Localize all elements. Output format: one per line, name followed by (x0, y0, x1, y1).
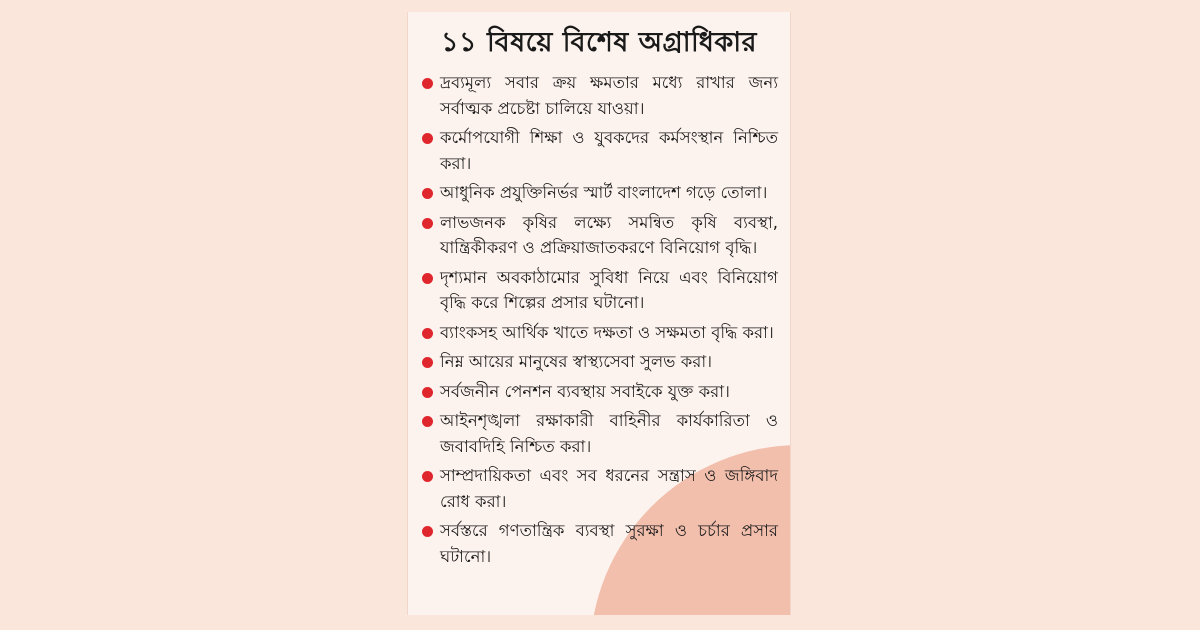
bullet-icon (422, 218, 433, 229)
bullet-icon (422, 357, 433, 368)
list-item (422, 408, 778, 459)
list-item (422, 349, 778, 375)
list-item (422, 70, 778, 121)
list-item (422, 125, 778, 176)
list-item-text: সর্বজনীন পেনশন ব্যবস্থায় সবাইকে যুক্ত করা। (440, 381, 730, 401)
bullet-icon (422, 188, 433, 199)
bullet-icon (422, 328, 433, 339)
list-item-text: আইনশৃঙ্খলা রক্ষাকারী বাহিনীর কার্যকারিতা ও জবাবদিহি নিশ্চিত করা। (440, 411, 778, 456)
list-item (422, 379, 778, 405)
bullet-icon (422, 273, 433, 284)
list-item-text: আধুনিক প্রযুক্তিনির্ভর স্মার্ট বাংলাদেশ গড়ে তোলা। (440, 183, 768, 202)
list-item-text: নিম্ন আয়ের মানুষের স্বাস্থ্যসেবা সুলভ করা। (440, 352, 713, 371)
priority-card (407, 12, 791, 615)
bullet-icon (422, 133, 433, 144)
priority-list (408, 70, 790, 569)
bullet-icon (422, 78, 433, 89)
list-item-text: সাম্প্রদায়িকতা এবং সব ধরনের সন্ত্রাস ও জঙ্গিবাদ রোধ করা। (440, 466, 778, 511)
list-item (422, 180, 778, 206)
list-item (422, 210, 778, 261)
bullet-icon (422, 471, 433, 482)
list-item-text: লাভজনক কৃষির লক্ষ্যে সমন্বিত কৃষি ব্যবস্থা, যান্ত্রিকীকরণ ও প্রক্রিয়াজাতকরণে বিনিয়োগ বৃদ্ধি। (440, 212, 778, 257)
bullet-icon (422, 526, 433, 537)
bullet-icon (422, 416, 433, 427)
card-title: ১১ বিষয়ে বিশেষ অগ্রাধিকার (441, 27, 757, 58)
bullet-icon (422, 387, 433, 398)
list-item (422, 320, 778, 346)
list-item (422, 518, 778, 569)
list-item-text: সর্বস্তরে গণতান্ত্রিক ব্যবস্থা সুরক্ষা ও চর্চার প্রসার ঘটানো। (440, 521, 778, 566)
list-item-text: ব্যাংকসহ আর্থিক খাতে দক্ষতা ও সক্ষমতা বৃদ্ধি করা। (440, 322, 774, 342)
list-item (422, 265, 778, 316)
list-item-text: দৃশ্যমান অবকাঠামোর সুবিধা নিয়ে এবং বিনিয়োগ বৃদ্ধি করে শিল্পের প্রসার ঘটানো। (440, 267, 778, 312)
list-item-text: কর্মোপযোগী শিক্ষা ও যুবকদের কর্মসংস্থান নিশ্চিত করা। (440, 128, 778, 173)
list-item-text: দ্রব্যমূল্য সবার ক্রয় ক্ষমতার মধ্যে রাখার জন্য সর্বাত্মক প্রচেষ্টা চালিয়ে যাওয়া। (440, 73, 778, 118)
list-item (422, 463, 778, 514)
